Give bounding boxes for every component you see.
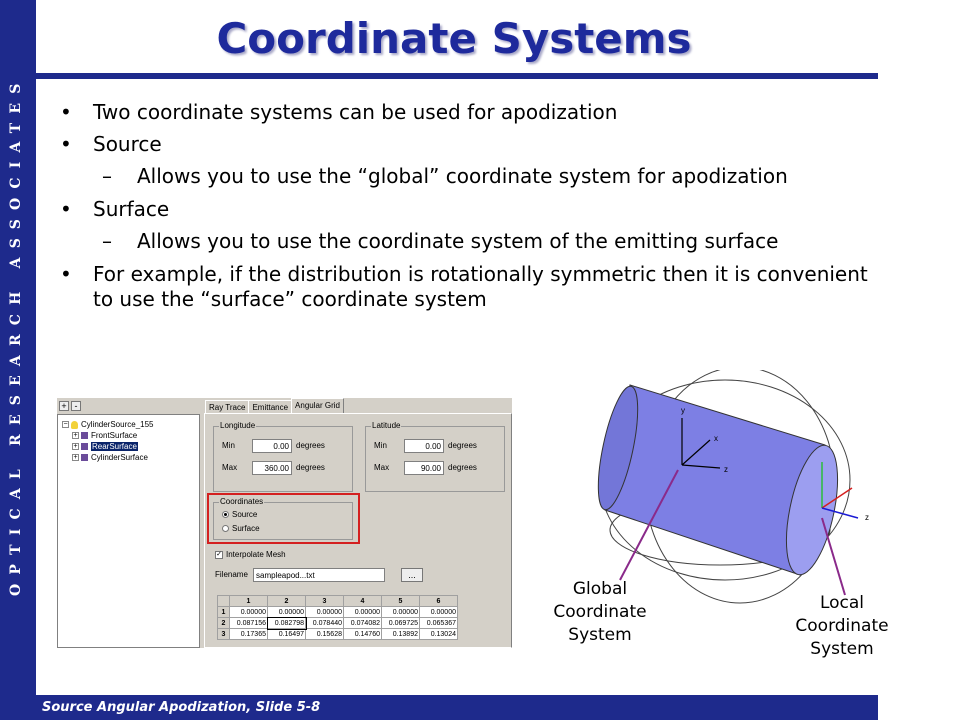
field-label: Min bbox=[374, 441, 387, 450]
tree-node[interactable] bbox=[62, 430, 195, 441]
table-cell[interactable]: 0.069725 bbox=[382, 618, 420, 629]
filename-label: Filename bbox=[215, 570, 248, 579]
table-row-header[interactable]: 2 bbox=[218, 618, 230, 629]
sidebar-brand-text: OPTICAL RESEARCH ASSOCIATES bbox=[8, 74, 24, 596]
cylinder-diagram bbox=[590, 370, 890, 610]
table-cell[interactable]: 0.00000 bbox=[268, 607, 306, 618]
tree-node-label: FrontSurface bbox=[91, 431, 138, 440]
table-column-header[interactable]: 2 bbox=[268, 596, 306, 607]
table-cell[interactable]: 0.065367 bbox=[420, 618, 458, 629]
bullet-item: • For example, if the distribution is rotationally symmetric then it is convenient to use the “surface” coordinate system bbox=[60, 262, 880, 312]
table-cell[interactable]: 0.00000 bbox=[382, 607, 420, 618]
tree-node-label: CylinderSource_155 bbox=[81, 420, 154, 429]
longitude-label: Longitude bbox=[220, 421, 256, 430]
bullet-item: • Surface bbox=[60, 197, 880, 222]
tab-angular-grid[interactable]: Angular Grid bbox=[291, 398, 344, 414]
tree-node-label: RearSurface bbox=[92, 442, 137, 451]
surface-icon bbox=[81, 443, 88, 450]
caption-line: Local bbox=[819, 593, 865, 613]
table-cell[interactable]: 0.00000 bbox=[306, 607, 344, 618]
table-cell[interactable]: 0.00000 bbox=[344, 607, 382, 618]
longitude-min-field[interactable]: 0.00 bbox=[252, 439, 292, 453]
caption-line: System bbox=[568, 625, 632, 645]
interpolate-row[interactable] bbox=[215, 548, 286, 562]
radio-label: Surface bbox=[232, 524, 260, 533]
axis-label-x: x bbox=[714, 434, 718, 443]
table-cell[interactable]: 0.078440 bbox=[306, 618, 344, 629]
table-cell[interactable]: 0.074082 bbox=[344, 618, 382, 629]
tree-node-selected[interactable] bbox=[62, 441, 195, 452]
global-coordinate-caption bbox=[530, 578, 670, 647]
table-row bbox=[218, 629, 458, 640]
sub-bullet-item: – Allows you to use the “global” coordinate system for apodization bbox=[60, 164, 880, 189]
slide-title: Coordinate Systems bbox=[216, 14, 692, 63]
table-row bbox=[218, 607, 458, 618]
longitude-min-row bbox=[222, 439, 325, 453]
apodization-table bbox=[217, 595, 458, 640]
latitude-label: Latitude bbox=[372, 421, 401, 430]
axis-label-y: y bbox=[681, 406, 685, 415]
field-label: Max bbox=[374, 463, 390, 472]
table-corner bbox=[218, 596, 230, 607]
title-divider bbox=[36, 73, 878, 79]
table-column-header[interactable]: 3 bbox=[306, 596, 344, 607]
tab-strip bbox=[205, 400, 343, 414]
field-label: Max bbox=[222, 463, 238, 472]
expand-icon[interactable]: + bbox=[73, 454, 78, 462]
surface-icon bbox=[81, 432, 88, 439]
local-coordinate-caption bbox=[772, 592, 912, 661]
interpolate-label: Interpolate Mesh bbox=[226, 550, 286, 559]
caption-line: System bbox=[810, 639, 874, 659]
footer-text: Source Angular Apodization, Slide 5-8 bbox=[42, 700, 321, 715]
table-row-header[interactable]: 1 bbox=[218, 607, 230, 618]
unit-label: degrees bbox=[448, 463, 477, 472]
surface-icon bbox=[81, 454, 88, 461]
expand-all-button[interactable]: + bbox=[59, 401, 69, 411]
table-column-header[interactable]: 1 bbox=[230, 596, 268, 607]
field-label: Min bbox=[222, 441, 235, 450]
axis-label-z: z bbox=[724, 465, 728, 474]
table-cell[interactable]: 0.15628 bbox=[306, 629, 344, 640]
table-cell[interactable]: 0.17365 bbox=[230, 629, 268, 640]
tree-node-root[interactable] bbox=[62, 419, 195, 430]
longitude-max-row bbox=[222, 461, 325, 475]
source-tree bbox=[57, 414, 200, 648]
table-row bbox=[218, 618, 458, 629]
table-column-header[interactable]: 5 bbox=[382, 596, 420, 607]
table-column-header[interactable]: 6 bbox=[420, 596, 458, 607]
bullet-list bbox=[60, 100, 880, 319]
tab-ray-trace[interactable]: Ray Trace bbox=[205, 400, 249, 414]
caption-line: Coordinate bbox=[553, 602, 647, 622]
latitude-max-field[interactable]: 90.00 bbox=[404, 461, 444, 475]
unit-label: degrees bbox=[296, 441, 325, 450]
tree-node-label: CylinderSurface bbox=[91, 453, 148, 462]
collapse-icon[interactable]: − bbox=[63, 421, 68, 429]
tree-toolbar bbox=[59, 401, 83, 411]
latitude-min-row bbox=[374, 439, 477, 453]
table-cell[interactable]: 0.13024 bbox=[420, 629, 458, 640]
collapse-all-button[interactable]: - bbox=[71, 401, 81, 411]
light-bulb-icon bbox=[71, 421, 78, 429]
tree-node[interactable] bbox=[62, 452, 195, 463]
sub-bullet-item: – Allows you to use the coordinate system of the emitting surface bbox=[60, 229, 880, 254]
table-header-row bbox=[218, 596, 458, 607]
tab-emittance[interactable]: Emittance bbox=[248, 400, 292, 414]
longitude-group bbox=[213, 421, 353, 492]
latitude-group bbox=[365, 421, 505, 492]
filename-row bbox=[215, 568, 425, 582]
coordinates-label: Coordinates bbox=[220, 497, 264, 506]
table-column-header[interactable]: 4 bbox=[344, 596, 382, 607]
table-cell[interactable]: 0.082798 bbox=[268, 618, 306, 629]
caption-line: Coordinate bbox=[795, 616, 889, 636]
table-cell[interactable]: 0.00000 bbox=[420, 607, 458, 618]
table-cell[interactable]: 0.087156 bbox=[230, 618, 268, 629]
filename-input[interactable]: sampleapod...txt bbox=[253, 568, 385, 582]
caption-line: Global bbox=[572, 579, 628, 599]
expand-icon[interactable]: + bbox=[73, 432, 78, 440]
latitude-min-field[interactable]: 0.00 bbox=[404, 439, 444, 453]
table-cell[interactable]: 0.14760 bbox=[344, 629, 382, 640]
browse-button[interactable]: ... bbox=[401, 568, 423, 582]
table-cell[interactable]: 0.00000 bbox=[230, 607, 268, 618]
table-row-header[interactable]: 3 bbox=[218, 629, 230, 640]
table-cell[interactable]: 0.13892 bbox=[382, 629, 420, 640]
coordinates-highlight bbox=[207, 493, 360, 544]
expand-icon[interactable]: + bbox=[73, 443, 78, 451]
latitude-max-row bbox=[374, 461, 477, 475]
unit-label: degrees bbox=[448, 441, 477, 450]
unit-label: degrees bbox=[296, 463, 325, 472]
axis-label-z: z bbox=[865, 513, 869, 522]
table-cell[interactable]: 0.16497 bbox=[268, 629, 306, 640]
radio-label: Source bbox=[232, 510, 258, 519]
bullet-item: • Two coordinate systems can be used for apodization bbox=[60, 100, 880, 125]
longitude-max-field[interactable]: 360.00 bbox=[252, 461, 292, 475]
bullet-item: • Source bbox=[60, 132, 880, 157]
interpolate-checkbox[interactable]: ✓ bbox=[216, 550, 222, 558]
